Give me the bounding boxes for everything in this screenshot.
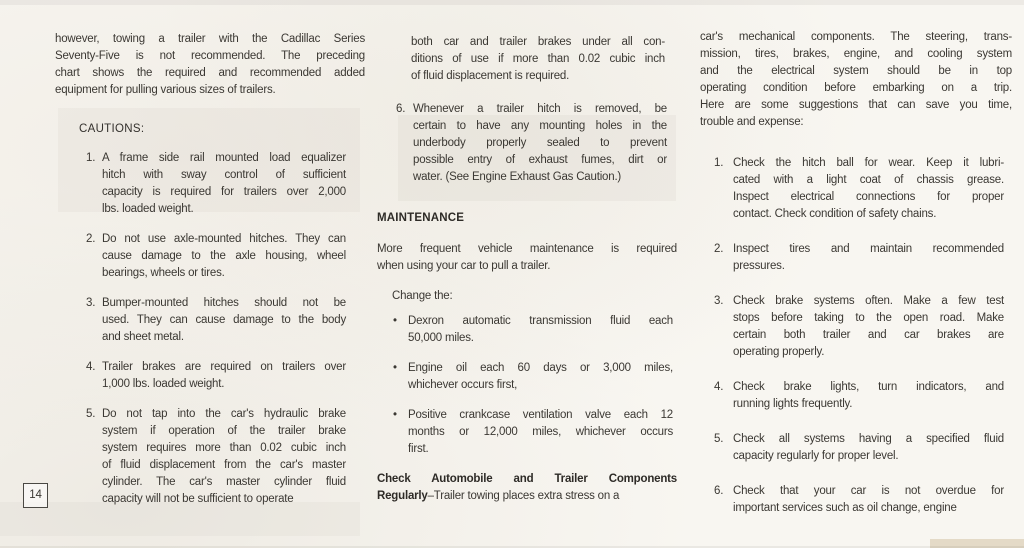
text-line: 1,000 lbs. loaded weight. — [102, 378, 225, 390]
bullet-icon: • — [393, 409, 397, 421]
bullet-icon: • — [393, 315, 397, 327]
text-line: of fluid displacement is required. — [411, 70, 570, 82]
text-line: cated with a light coat of chassis grease. — [733, 174, 1004, 186]
list-marker: 1. — [714, 157, 724, 169]
text-line: running lights frequently. — [733, 398, 853, 410]
list-item — [700, 483, 1012, 517]
text-line: Change the: — [392, 290, 453, 302]
paragraph — [700, 29, 1012, 131]
text-line: certain to have any mounting holes in the — [413, 120, 667, 132]
text-line: water. (See Engine Exhaust Gas Caution.) — [413, 171, 622, 183]
list-item — [55, 231, 365, 282]
section-heading: MAINTENANCE — [377, 212, 465, 224]
text-line: whichever occurs first, — [408, 379, 518, 391]
text-line: capacity will not be sufficient to operate — [102, 493, 294, 505]
text-column-center — [377, 34, 677, 518]
text-line: bearings, wheels or tires. — [102, 267, 225, 279]
text-line: Inspect electrical connections for proper — [733, 191, 1004, 203]
list-marker: 5. — [714, 433, 724, 445]
list-marker: 6. — [714, 485, 724, 497]
text-line: More frequent vehicle maintenance is required — [377, 243, 677, 255]
text-line: possible entry of exhaust fumes, dirt or — [413, 154, 667, 166]
list-item — [700, 241, 1012, 275]
text-line: months or 12,000 miles, whichever occurs — [408, 426, 673, 438]
list-item — [700, 431, 1012, 465]
text-line: A frame side rail mounted load equalizer — [102, 152, 346, 164]
text-line: operating properly. — [733, 346, 825, 358]
text-line: cause damage to the axle housing, wheel — [102, 250, 346, 262]
text-line: and the electrical system should be in top — [700, 65, 1012, 77]
list-marker: 2. — [714, 243, 724, 255]
text-line: Check Automobile and Trailer Components — [377, 473, 677, 485]
list-item — [700, 293, 1012, 361]
paragraph — [377, 241, 677, 275]
list-item-continuation — [377, 34, 677, 85]
text-line: Check that your car is not overdue for — [733, 485, 1004, 497]
list-item — [700, 155, 1012, 223]
list-marker: 5. — [86, 408, 96, 420]
text-line: Here are some suggestions that can save you time, — [700, 99, 1012, 111]
text-line: when using your car to pull a trailer. — [377, 260, 551, 272]
text-line: Positive crankcase ventilation valve each 12 — [408, 409, 673, 421]
text-line: equipment for pulling various sizes of trailers. — [55, 84, 276, 96]
text-line: system if operation of the trailer brake — [102, 425, 346, 437]
text-line: 50,000 miles. — [408, 332, 474, 344]
text-line: and sheet metal. — [102, 331, 184, 343]
list-marker: 6. — [396, 103, 406, 115]
scan-edge-top — [0, 0, 1024, 5]
text-line: Dexron automatic transmission fluid each — [408, 315, 673, 327]
text-line: Check brake systems often. Make a few test — [733, 295, 1004, 307]
text-line: important services such as oil change, engine — [733, 502, 957, 514]
paragraph — [392, 288, 677, 305]
text-line: pressures. — [733, 260, 785, 272]
text-line: however, towing a trailer with the Cadillac Series — [55, 33, 365, 45]
text-line: of fluid displacement from the car's master — [102, 459, 346, 471]
list-marker: 2. — [86, 233, 96, 245]
text-line: system requires more than 0.02 cubic inch — [102, 442, 346, 454]
text-line: Check the hitch ball for wear. Keep it lubri- — [733, 157, 1004, 169]
text-line: both car and trailer brakes under all con- — [411, 36, 665, 48]
list-item — [55, 295, 365, 346]
text-line: stops before taking to the open road. Make — [733, 312, 1004, 324]
list-item — [377, 101, 677, 186]
text-line: Bumper-mounted hitches should not be — [102, 297, 346, 309]
text-line: used. They can cause damage to the body — [102, 314, 346, 326]
text-line: capacity regularly for proper level. — [733, 450, 899, 462]
list-marker: 4. — [714, 381, 724, 393]
text-line: Do not tap into the car's hydraulic brake — [102, 408, 346, 420]
text-line: trouble and expense: — [700, 116, 804, 128]
bullet-item — [377, 360, 677, 394]
text-line: Regularly–Trailer towing places extra stress on a — [377, 490, 620, 502]
list-item — [55, 406, 365, 508]
list-item — [55, 150, 365, 218]
text-column-left — [55, 31, 365, 521]
list-marker: 3. — [714, 295, 724, 307]
text-line: lbs. loaded weight. — [102, 203, 194, 215]
text-line: underbody properly sealed to prevent — [413, 137, 667, 149]
section-heading: CAUTIONS: — [79, 123, 145, 135]
text-line: mission, tires, brakes, engine, and cooling system — [700, 48, 1012, 60]
paragraph — [377, 471, 677, 505]
text-line: chart shows the required and recommended added — [55, 67, 365, 79]
text-line: car's mechanical components. The steering, trans- — [700, 31, 1012, 43]
text-column-right — [700, 29, 1012, 535]
text-line: cylinder. The car's master cylinder fluid — [102, 476, 346, 488]
text-line: certain both trailer and car brakes are — [733, 329, 1004, 341]
text-line: Do not use axle-mounted hitches. They can — [102, 233, 346, 245]
text-line: Check brake lights, turn indicators, and — [733, 381, 1004, 393]
bullet-item — [377, 313, 677, 347]
text-line: Check all systems having a specified fluid — [733, 433, 1004, 445]
list-item — [700, 379, 1012, 413]
text-line: Trailer brakes are required on trailers over — [102, 361, 346, 373]
list-marker: 3. — [86, 297, 96, 309]
list-marker: 1. — [86, 152, 96, 164]
text-line: hitch with sway control of sufficient — [102, 169, 346, 181]
paragraph — [55, 31, 365, 99]
page-number-badge: 14 — [23, 483, 48, 508]
text-line: operating condition before embarking on a trip. — [700, 82, 1012, 94]
bullet-item — [377, 407, 677, 458]
text-line: capacity is required for trailers over 2,000 — [102, 186, 346, 198]
text-line: Seventy-Five is not recommended. The preceding — [55, 50, 365, 62]
bullet-icon: • — [393, 362, 397, 374]
text-line: contact. Check condition of safety chains. — [733, 208, 937, 220]
list-marker: 4. — [86, 361, 96, 373]
list-item — [55, 359, 365, 393]
scan-corner-artifact — [930, 539, 1024, 548]
text-line: first. — [408, 443, 429, 455]
text-line: Inspect tires and maintain recommended — [733, 243, 1004, 255]
text-line: Engine oil each 60 days or 3,000 miles, — [408, 362, 673, 374]
text-line: ditions of use if more than 0.02 cubic inch — [411, 53, 665, 65]
text-line: Whenever a trailer hitch is removed, be — [413, 103, 667, 115]
